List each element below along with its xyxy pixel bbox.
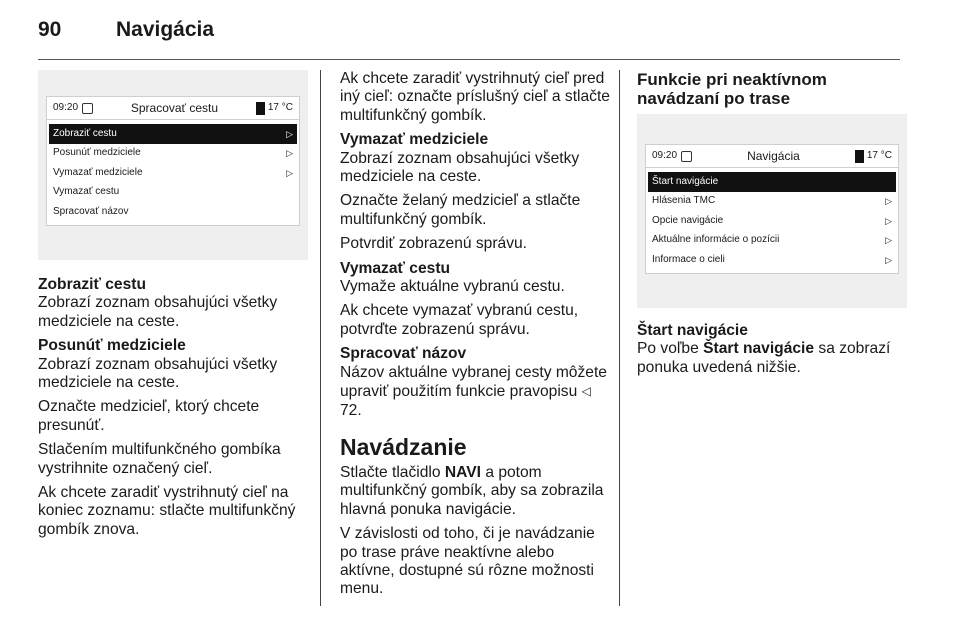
chevron-right-icon: ▷ xyxy=(885,254,892,265)
paragraph: Označte medzicieľ, ktorý chcete presunúť. xyxy=(38,398,260,434)
chevron-right-icon: ▷ xyxy=(286,148,293,159)
chevron-right-icon: ▷ xyxy=(286,167,293,178)
menu-item-label: Zobraziť cestu xyxy=(53,127,117,139)
page-number: 90 xyxy=(38,18,62,41)
page-title: Navigácia xyxy=(116,18,215,41)
menu-item xyxy=(646,192,898,212)
screen-temperature: 17 °C xyxy=(267,101,293,113)
paragraph-text: sa zobrazí ponuka uvedená nižšie. xyxy=(637,340,891,376)
paragraph: Ak chcete zaradiť vystrihnutý cieľ na koniec zoznamu: stlačte multifunkčný gombík znova. xyxy=(38,484,296,538)
chevron-right-icon: ▷ xyxy=(286,128,293,139)
page-header xyxy=(38,18,214,48)
screen-image-2 xyxy=(637,114,907,308)
paragraph xyxy=(340,464,612,519)
menu-item-selected xyxy=(648,172,896,192)
column-divider xyxy=(320,70,321,606)
screen-status-bar xyxy=(47,97,299,120)
paragraph: Ak chcete zaradiť vystrihnutý cieľ pred iný cieľ: označte príslušný cieľ a stlačte multifunkčný gombík. xyxy=(340,70,610,124)
menu-item xyxy=(646,250,898,270)
menu-item-label: Vymazať cestu xyxy=(53,186,120,198)
header-rule xyxy=(38,59,900,60)
menu-item xyxy=(646,231,898,251)
screen-title: Navigácia xyxy=(747,148,800,163)
term-heading: Posunúť medziciele xyxy=(38,337,186,355)
term-heading: Vymazať cestu xyxy=(340,259,451,277)
term-heading: Štart navigácie xyxy=(637,322,748,339)
menu-option-name: Štart navigácie xyxy=(703,340,815,358)
display-screen xyxy=(645,144,899,274)
screen-time: 09:20 xyxy=(53,101,79,113)
screen-time: 09:20 xyxy=(652,149,678,161)
chevron-right-icon: ▷ xyxy=(885,196,892,207)
paragraph: Potvrdiť zobrazenú správu. xyxy=(340,235,528,253)
menu-item xyxy=(47,144,299,164)
menu-item-label: Opcie navigácie xyxy=(652,214,724,226)
paragraph: Zobrazí zoznam obsahujúci všetky medziciele na ceste. xyxy=(38,355,278,392)
menu-item xyxy=(47,202,299,222)
screen-status-bar xyxy=(646,145,898,168)
menu-item-label: Informace o cieli xyxy=(652,253,725,265)
column-2 xyxy=(340,70,612,605)
chevron-right-icon: ▷ xyxy=(885,215,892,226)
paragraph: Stlačením multifunkčného gombíka vystrihnite označený cieľ. xyxy=(38,441,281,477)
paragraph-text: Po voľbe xyxy=(637,340,704,358)
page-reference-icon: ◁ xyxy=(581,384,591,399)
menu-item xyxy=(47,183,299,203)
column-divider xyxy=(619,70,620,606)
section-heading: Navádzanie xyxy=(340,433,467,460)
paragraph: Vymaže aktuálne vybranú cestu. xyxy=(340,278,565,296)
paragraph xyxy=(340,364,612,420)
paragraph-text: Stlačte tlačidlo xyxy=(340,463,445,481)
term-heading: Spracovať názov xyxy=(340,345,467,363)
menu-item-label: Spracovať názov xyxy=(53,205,129,217)
clock-icon xyxy=(82,103,93,114)
menu-item-label: Hlásenia TMC xyxy=(652,195,716,207)
clock-icon xyxy=(681,151,692,162)
menu-item-label: Posunúť medziciele xyxy=(53,147,141,159)
menu-item-selected xyxy=(49,124,297,144)
paragraph: V závislosti od toho, či je navádzanie po trase práve neaktívne alebo aktívne, dostupné sú rôzne možnosti menu. xyxy=(340,525,595,598)
page-reference[interactable]: 72. xyxy=(340,401,362,419)
subsection-heading: Funkcie pri neaktívnom navádzaní po trase xyxy=(637,70,827,108)
column-1 xyxy=(38,70,308,545)
screen-title: Spracovať cestu xyxy=(130,100,219,115)
paragraph: Zobrazí zoznam obsahujúci všetky medziciele na ceste. xyxy=(340,149,580,186)
button-name: NAVI xyxy=(444,463,481,481)
menu-item-label: Vymazať medziciele xyxy=(53,166,143,178)
chevron-right-icon: ▷ xyxy=(885,235,892,246)
term-heading: Vymazať medziciele xyxy=(340,131,489,149)
column-3 xyxy=(637,70,907,383)
display-screen xyxy=(46,96,300,226)
paragraph: Označte želaný medzicieľ a stlačte multifunkčný gombík. xyxy=(340,192,581,228)
menu-item-label: Štart navigácie xyxy=(652,175,719,187)
paragraph: Ak chcete vymazať vybranú cestu, potvrďte zobrazenú správu. xyxy=(340,302,579,338)
menu-item-label: Aktuálne informácie o pozícii xyxy=(652,234,780,246)
thermometer-icon xyxy=(256,102,265,115)
paragraph-text: a potom multifunkčný gombík, aby sa zobrazila hlavná ponuka navigácie. xyxy=(340,463,604,518)
term-heading: Zobraziť cestu xyxy=(38,276,146,293)
menu-item xyxy=(646,211,898,231)
paragraph-text: Názov aktuálne vybranej cesty môžete upraviť použitím funkcie pravopisu xyxy=(340,363,607,401)
paragraph xyxy=(637,340,907,377)
menu-item xyxy=(47,163,299,183)
screen-temperature: 17 °C xyxy=(866,149,892,161)
screen-image-1 xyxy=(38,70,308,260)
paragraph: Zobrazí zoznam obsahujúci všetky medziciele na ceste. xyxy=(38,294,278,330)
thermometer-icon xyxy=(855,150,864,163)
